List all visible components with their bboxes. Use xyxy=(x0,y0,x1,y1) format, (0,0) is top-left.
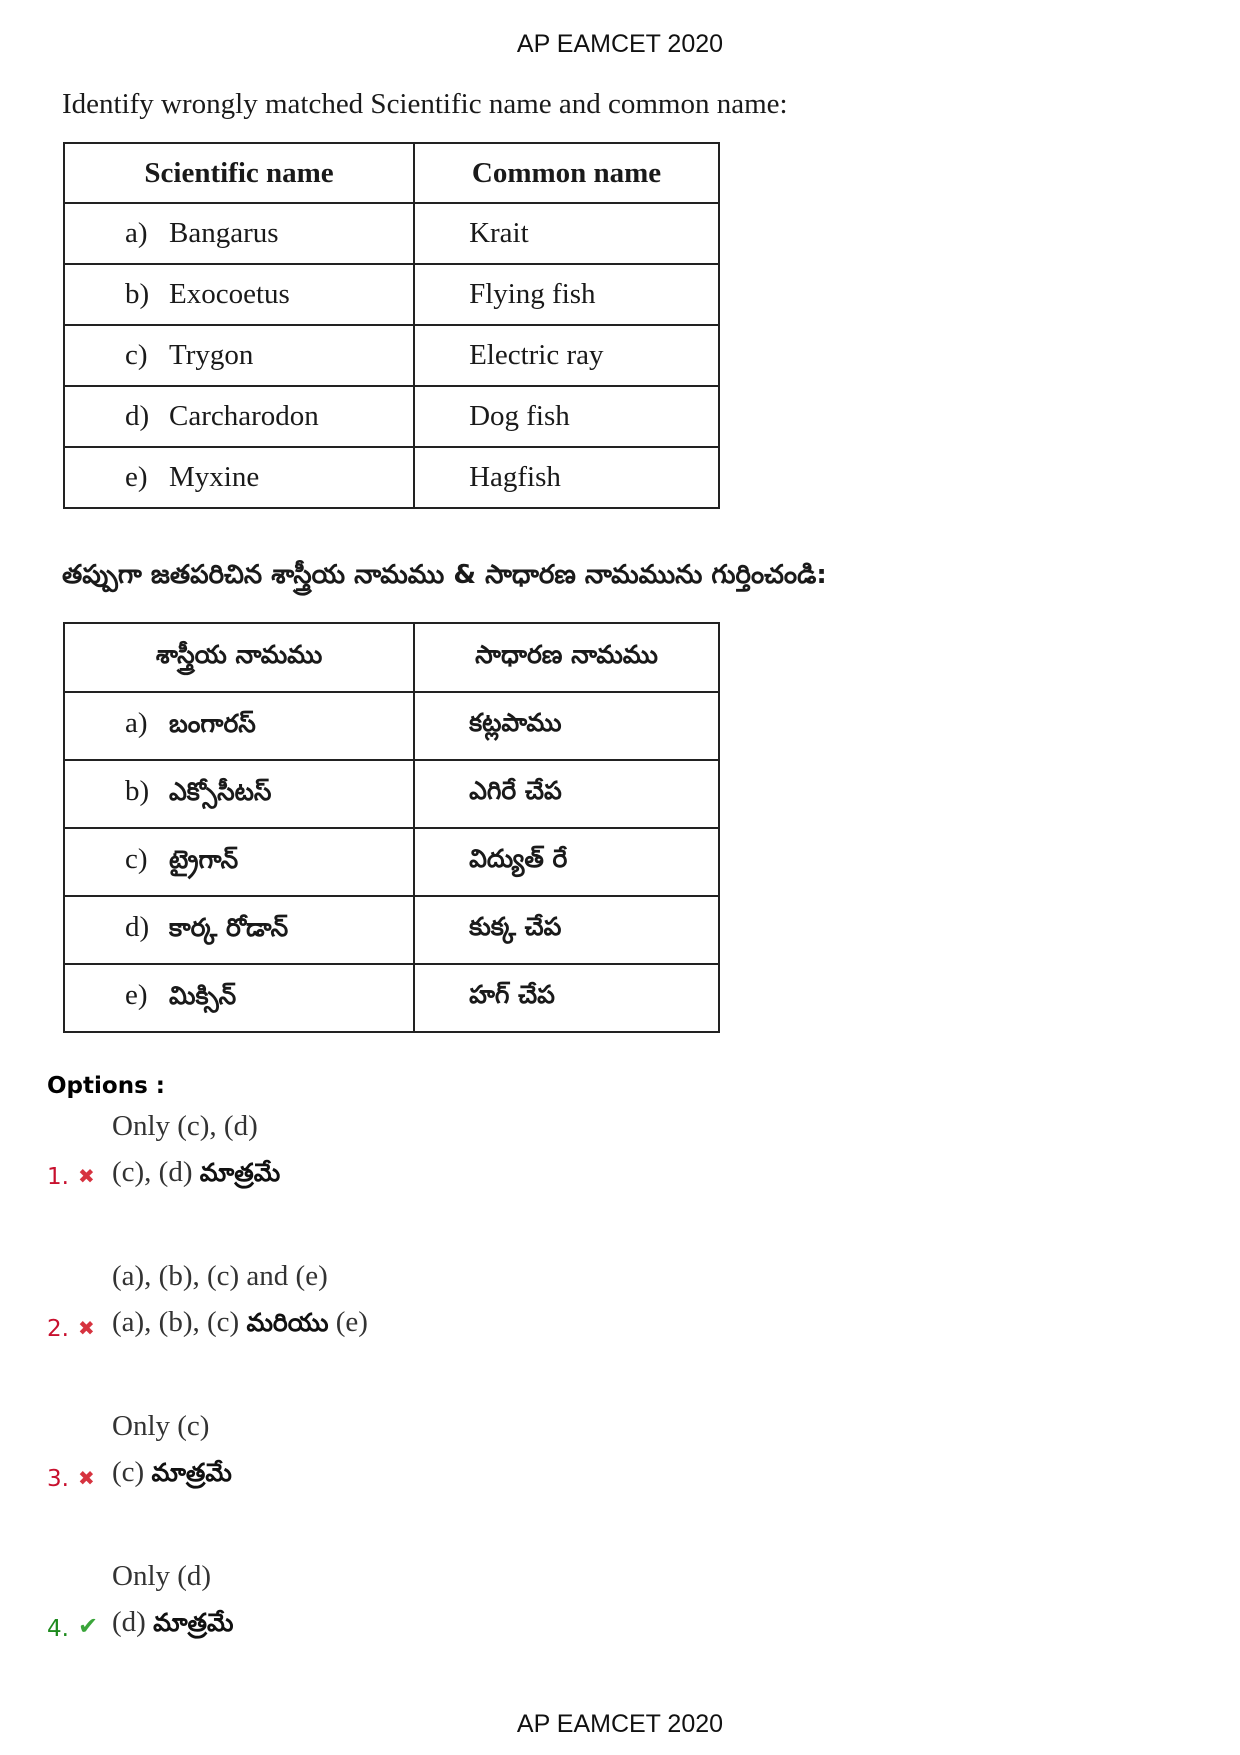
table-row xyxy=(64,760,719,828)
option-3[interactable] xyxy=(0,1400,1240,1520)
scientific-name: కార్క రోడాన్ xyxy=(169,913,289,942)
check-icon: ✔ xyxy=(78,1614,99,1640)
option-text-english: Only (c), (d) xyxy=(112,1110,258,1142)
common-name: కుక్క చేప xyxy=(414,896,719,964)
cell-scientific xyxy=(64,203,414,264)
common-name: Krait xyxy=(414,203,719,264)
cell-scientific xyxy=(64,447,414,508)
match-table-telugu xyxy=(63,622,720,1033)
option-te-word: మాత్రమే xyxy=(153,1608,234,1637)
row-letter: e) xyxy=(125,461,148,493)
option-text-telugu xyxy=(112,1606,233,1644)
question-text-telugu: తప్పుగా జతపరిచిన శాస్త్రీయ నామము & సాధారణ నామమును గుర్తించండి: xyxy=(62,560,827,590)
row-letter: c) xyxy=(125,339,148,371)
cross-icon: ✖ xyxy=(78,1318,95,1340)
cell-scientific xyxy=(64,692,414,760)
scientific-name: Bangarus xyxy=(169,217,279,249)
scientific-name: బంగారస్ xyxy=(169,709,256,738)
cell-scientific xyxy=(64,386,414,447)
table-row xyxy=(64,692,719,760)
match-table-english xyxy=(63,142,720,509)
table-row xyxy=(64,447,719,508)
cell-scientific xyxy=(64,325,414,386)
option-2[interactable] xyxy=(0,1250,1240,1370)
common-name: హగ్ చేప xyxy=(414,964,719,1032)
option-number: 4. xyxy=(47,1616,69,1642)
table-header-row xyxy=(64,143,719,203)
option-1[interactable] xyxy=(0,1100,1240,1220)
options-label: Options : xyxy=(47,1073,165,1099)
row-letter: b) xyxy=(125,278,150,310)
row-letter: a) xyxy=(125,217,148,249)
common-name: Dog fish xyxy=(414,386,719,447)
question-text-english: Identify wrongly matched Scientific name and common name: xyxy=(62,88,788,120)
cell-scientific xyxy=(64,264,414,325)
option-number: 3. xyxy=(47,1466,69,1492)
table-header-row xyxy=(64,623,719,692)
row-letter: b) xyxy=(125,775,150,807)
scientific-name: Carcharodon xyxy=(169,400,319,432)
row-letter: a) xyxy=(125,707,148,739)
table-row xyxy=(64,325,719,386)
column-header-scientific: Scientific name xyxy=(64,143,414,203)
scientific-name: ఎక్సోసీటస్ xyxy=(169,777,272,806)
option-text-english: Only (d) xyxy=(112,1560,212,1592)
common-name: Flying fish xyxy=(414,264,719,325)
table-row xyxy=(64,964,719,1032)
option-text-telugu xyxy=(112,1156,280,1194)
column-header-scientific: శాస్త్రీయ నామము xyxy=(64,623,414,692)
common-name: Electric ray xyxy=(414,325,719,386)
cell-scientific xyxy=(64,760,414,828)
option-te-word: మరియు xyxy=(246,1308,329,1337)
scientific-name: Trygon xyxy=(169,339,254,371)
option-te-prefix: (c) xyxy=(112,1456,145,1488)
common-name: ఎగిరే చేప xyxy=(414,760,719,828)
option-text-english: (a), (b), (c) and (e) xyxy=(112,1260,328,1292)
option-te-word: మాత్రమే xyxy=(199,1158,281,1187)
table-row xyxy=(64,896,719,964)
page-footer: AP EAMCET 2020 xyxy=(516,1710,724,1738)
option-te-prefix: (a), (b), (c) xyxy=(112,1306,240,1338)
column-header-common: సాధారణ నామము xyxy=(414,623,719,692)
scientific-name: Exocoetus xyxy=(169,278,290,310)
cross-icon: ✖ xyxy=(78,1166,95,1188)
cell-scientific xyxy=(64,964,414,1032)
common-name: కట్లపాము xyxy=(414,692,719,760)
table-row xyxy=(64,203,719,264)
option-number: 1. xyxy=(47,1164,69,1190)
common-name: విద్యుత్ రే xyxy=(414,828,719,896)
cell-scientific xyxy=(64,828,414,896)
row-letter: d) xyxy=(125,911,150,943)
cell-scientific xyxy=(64,896,414,964)
option-text-telugu xyxy=(112,1306,368,1344)
option-4[interactable] xyxy=(0,1550,1240,1670)
cross-icon: ✖ xyxy=(78,1468,95,1490)
table-row xyxy=(64,386,719,447)
common-name: Hagfish xyxy=(414,447,719,508)
option-te-word: మాత్రమే xyxy=(151,1458,232,1487)
scientific-name: Myxine xyxy=(169,461,260,493)
option-number: 2. xyxy=(47,1316,69,1342)
option-te-prefix: (d) xyxy=(112,1606,146,1638)
option-te-suffix: (e) xyxy=(335,1306,368,1338)
scientific-name: ట్రైగాన్ xyxy=(169,845,239,874)
scientific-name: మిక్సిన్ xyxy=(169,981,237,1010)
column-header-common: Common name xyxy=(414,143,719,203)
page-header: AP EAMCET 2020 xyxy=(516,30,724,58)
table-row xyxy=(64,264,719,325)
option-text-telugu xyxy=(112,1456,232,1494)
row-letter: c) xyxy=(125,843,148,875)
option-te-prefix: (c), (d) xyxy=(112,1156,193,1188)
table-row xyxy=(64,828,719,896)
row-letter: e) xyxy=(125,979,148,1011)
option-text-english: Only (c) xyxy=(112,1410,210,1442)
row-letter: d) xyxy=(125,400,150,432)
